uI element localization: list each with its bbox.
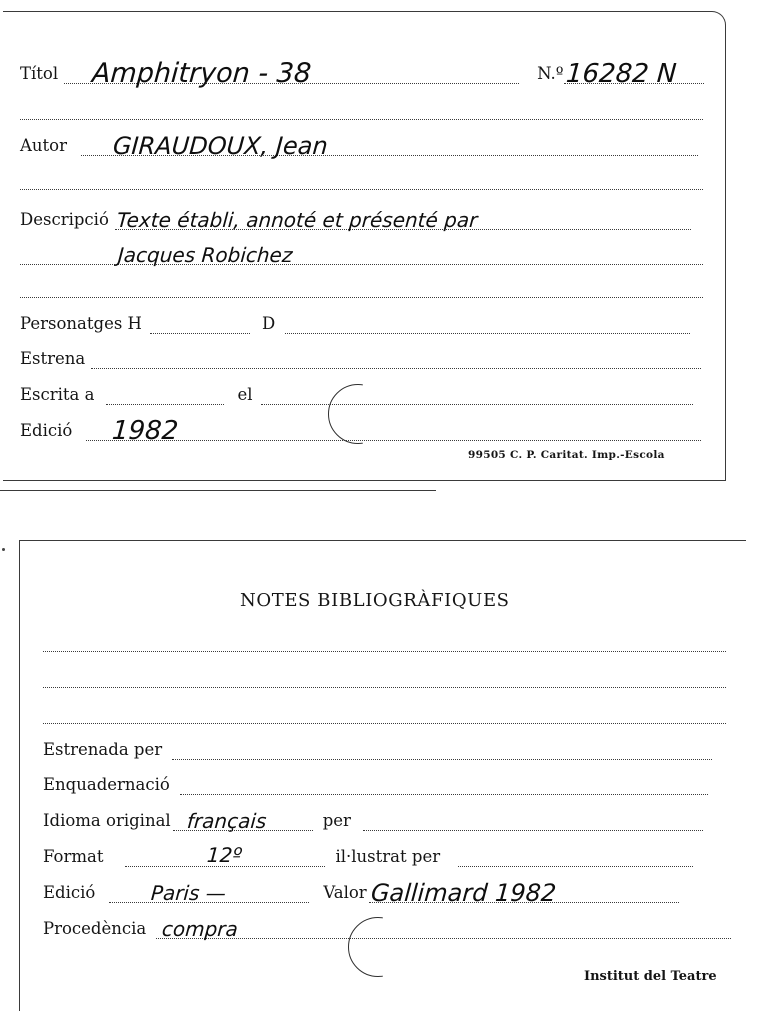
printer-imprint: 99505 C. P. Caritat. Imp.-Escola: [468, 449, 665, 461]
back-edition-row: [43, 879, 679, 907]
binding-label: Enquadernació: [43, 775, 170, 794]
title-field: [64, 58, 519, 89]
characters-women-field: [285, 316, 690, 334]
catalog-card-front: [3, 11, 726, 481]
original-language-label: Idioma original: [43, 811, 171, 830]
format-row: [43, 843, 693, 867]
bibliographic-notes-heading: NOTES BIBLIOGRÀFIQUES: [240, 590, 510, 611]
illustrated-by-field: [458, 849, 693, 867]
number-label: N.º: [537, 64, 564, 83]
provenance-label: Procedència: [43, 919, 147, 938]
edition-value: 1982: [111, 416, 180, 446]
notes-line: [43, 651, 726, 652]
premiere-field: [91, 351, 701, 369]
title-row: [20, 58, 704, 89]
format-value: 12º: [206, 843, 244, 867]
format-field: [125, 843, 325, 867]
characters-row: [20, 314, 690, 334]
description-value-line2: Jacques Robichez: [117, 243, 294, 267]
description-row: [20, 210, 691, 230]
blank-line: [20, 297, 703, 298]
written-date-label: el: [237, 385, 253, 404]
notes-line: [43, 687, 726, 688]
number-value: 16282 N: [564, 59, 678, 89]
number-field: [564, 59, 704, 89]
title-value: Amphitryon - 38: [91, 58, 313, 89]
description-line2-field: [20, 243, 703, 267]
author-label: Autor: [20, 136, 67, 155]
characters-men-field: [150, 316, 250, 334]
author-row: [20, 132, 698, 160]
translated-by-field: [363, 813, 703, 831]
card-edge-line: [0, 490, 436, 491]
description-label: Descripció: [20, 210, 109, 229]
blank-line: [20, 119, 703, 120]
notes-line: [43, 723, 726, 724]
edition-field: [86, 416, 701, 446]
back-edition-label: Edició: [43, 883, 96, 902]
original-language-field: [173, 809, 313, 833]
institution-imprint: Institut del Teatre: [584, 969, 717, 984]
binding-field: [180, 777, 708, 795]
blank-line: [20, 189, 703, 190]
premiered-by-row: [43, 740, 712, 760]
description-value-line1: Texte établi, annoté et présenté par: [116, 208, 479, 232]
provenance-value: compra: [161, 917, 239, 941]
illustrated-by-label: il·lustrat per: [335, 847, 441, 866]
catalog-card-back: [19, 540, 746, 1011]
written-at-label: Escrita a: [20, 385, 95, 404]
written-date-field: [261, 387, 693, 405]
provenance-field: [156, 917, 731, 941]
characters-label: Personatges H: [20, 314, 142, 333]
written-at-field: [106, 387, 224, 405]
author-field: [81, 132, 698, 160]
title-label: Títol: [20, 64, 59, 83]
back-edition-value: Paris —: [150, 881, 228, 905]
author-value: GIRAUDOUX, Jean: [112, 132, 329, 160]
characters-women-label: D: [261, 314, 276, 333]
edition-label: Edició: [20, 421, 73, 440]
premiered-by-field: [172, 742, 712, 760]
value-value: Gallimard 1982: [369, 879, 557, 907]
original-language-row: [43, 811, 703, 831]
format-label: Format: [43, 847, 104, 866]
premiere-label: Estrena: [20, 349, 86, 368]
provenance-row: [43, 919, 731, 939]
premiere-row: [20, 349, 701, 369]
value-field: [369, 879, 679, 907]
value-label: Valor: [323, 883, 367, 902]
back-edition-field: [109, 881, 309, 905]
binding-row: [43, 775, 708, 795]
description-field: [115, 208, 691, 232]
original-language-value: français: [185, 809, 267, 833]
speck: [2, 548, 5, 551]
translated-by-label: per: [322, 811, 351, 830]
premiered-by-label: Estrenada per: [43, 740, 163, 759]
